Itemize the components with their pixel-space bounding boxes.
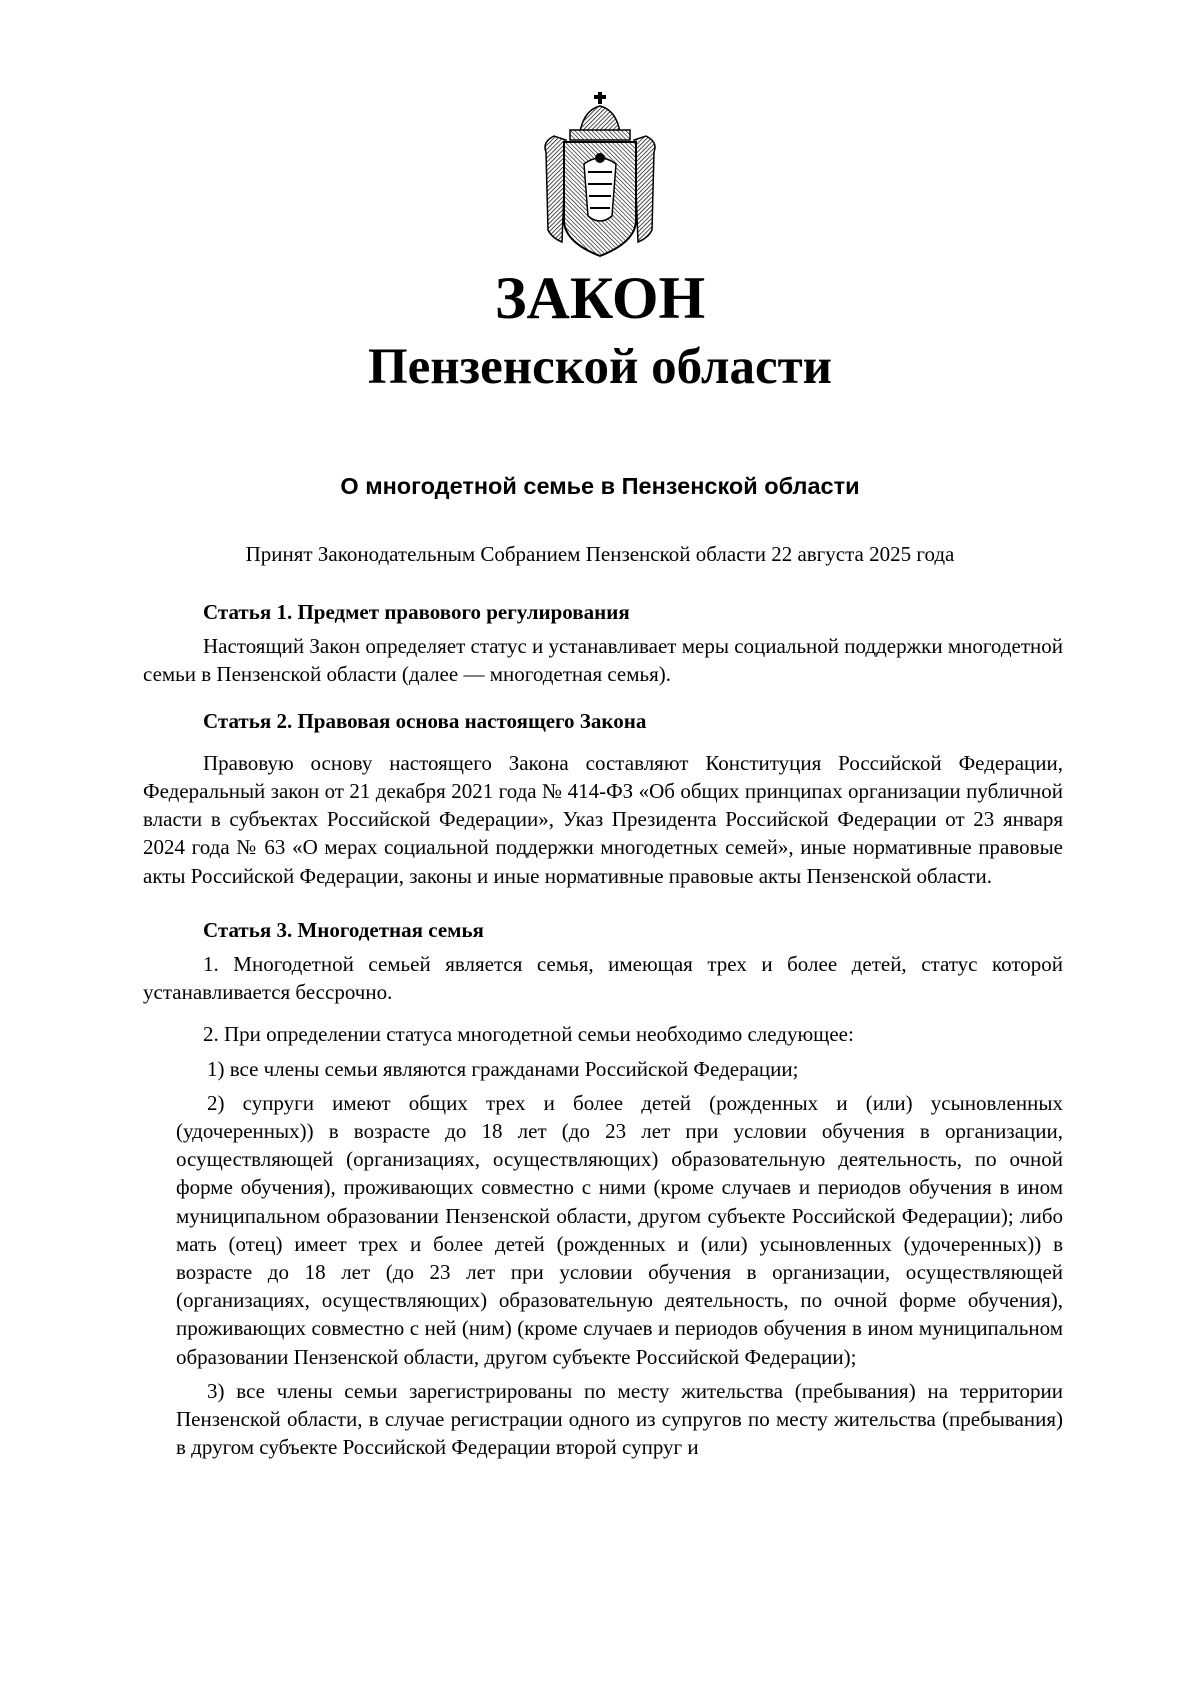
article-3-item-2: 2) супруги имеют общих трех и более детей (рожденных и (или) усыновленных (удочеренных)) в возрасте до 18 лет (до 23 лет при условии обучения в организации, осуществляющей (организациях, осуществляющих) образовательную деятельность, по очной форме обучения), проживающих совместно с ними (кроме случаев и периодов обучения в ином муниципальном образовании Пензенской области, другом субъекте Российской Федерации); либо мать (отец) имеет трех и более детей (рожденных и (или) усыновленных (удочеренных)) в возрасте до 18 лет (до 23 лет при условии обучения в организации, осуществляющей (организациях, осуществляющих) образовательную деятельность, по очной форме обучения), проживающих совместно с ней (ним) (кроме случаев и периодов обучения в ином муниципальном образовании Пензенской области, другом субъекте Российской Федерации); [176,1090,1063,1369]
article-3-paragraph-2: 2. При определении статуса многодетной семьи необходимо следующее: [203,1022,854,1047]
article-3-heading: Статья 3. Многодетная семья [203,917,484,942]
law-title: ЗАКОН [494,265,706,331]
article-1-paragraph-1: Настоящий Закон определяет статус и устанавливает меры социальной поддержки многодетной семьи в Пензенской области (далее — многодетная семья). [143,634,1063,687]
region-title: Пензенской области [367,339,833,395]
article-3-item-3: 3) все члены семьи зарегистрированы по месту жительства (пребывания) на территории Пензенской области, в случае регистрации одного из супругов по месту жительства (пребывания) в другом субъекте Российской Федерации второй супруг и [176,1378,1063,1460]
coat-of-arms-emblem [540,92,660,260]
article-2-heading: Статья 2. Правовая основа настоящего Закона [203,708,647,733]
document-title: О многодетной семье в Пензенской области [340,473,860,499]
article-3-item-1: 1) все члены семьи являются гражданами Российской Федерации; [207,1056,799,1081]
adoption-note: Принят Законодательным Собранием Пензенской области 22 августа 2025 года [245,542,955,566]
article-3-paragraph-1: 1. Многодетной семьей является семья, имеющая трех и более детей, статус которой устанавливается бессрочно. [143,952,1063,1005]
article-1-heading: Статья 1. Предмет правового регулирования [203,600,630,624]
article-2-paragraph-1: Правовую основу настоящего Закона составляют Конституция Российской Федерации, Федеральный закон от 21 декабря 2021 года № 414-ФЗ «Об общих принципах организации публичной власти в субъектах Российской Федерации», Указ Президента Российской Федерации от 23 января 2024 года № 63 «О мерах социальной поддержки многодетных семей», иные нормативные правовые акты Российской Федерации, законы и иные нормативные правовые акты Пензенской области. [143,750,1063,888]
document-body [143,598,1063,1461]
